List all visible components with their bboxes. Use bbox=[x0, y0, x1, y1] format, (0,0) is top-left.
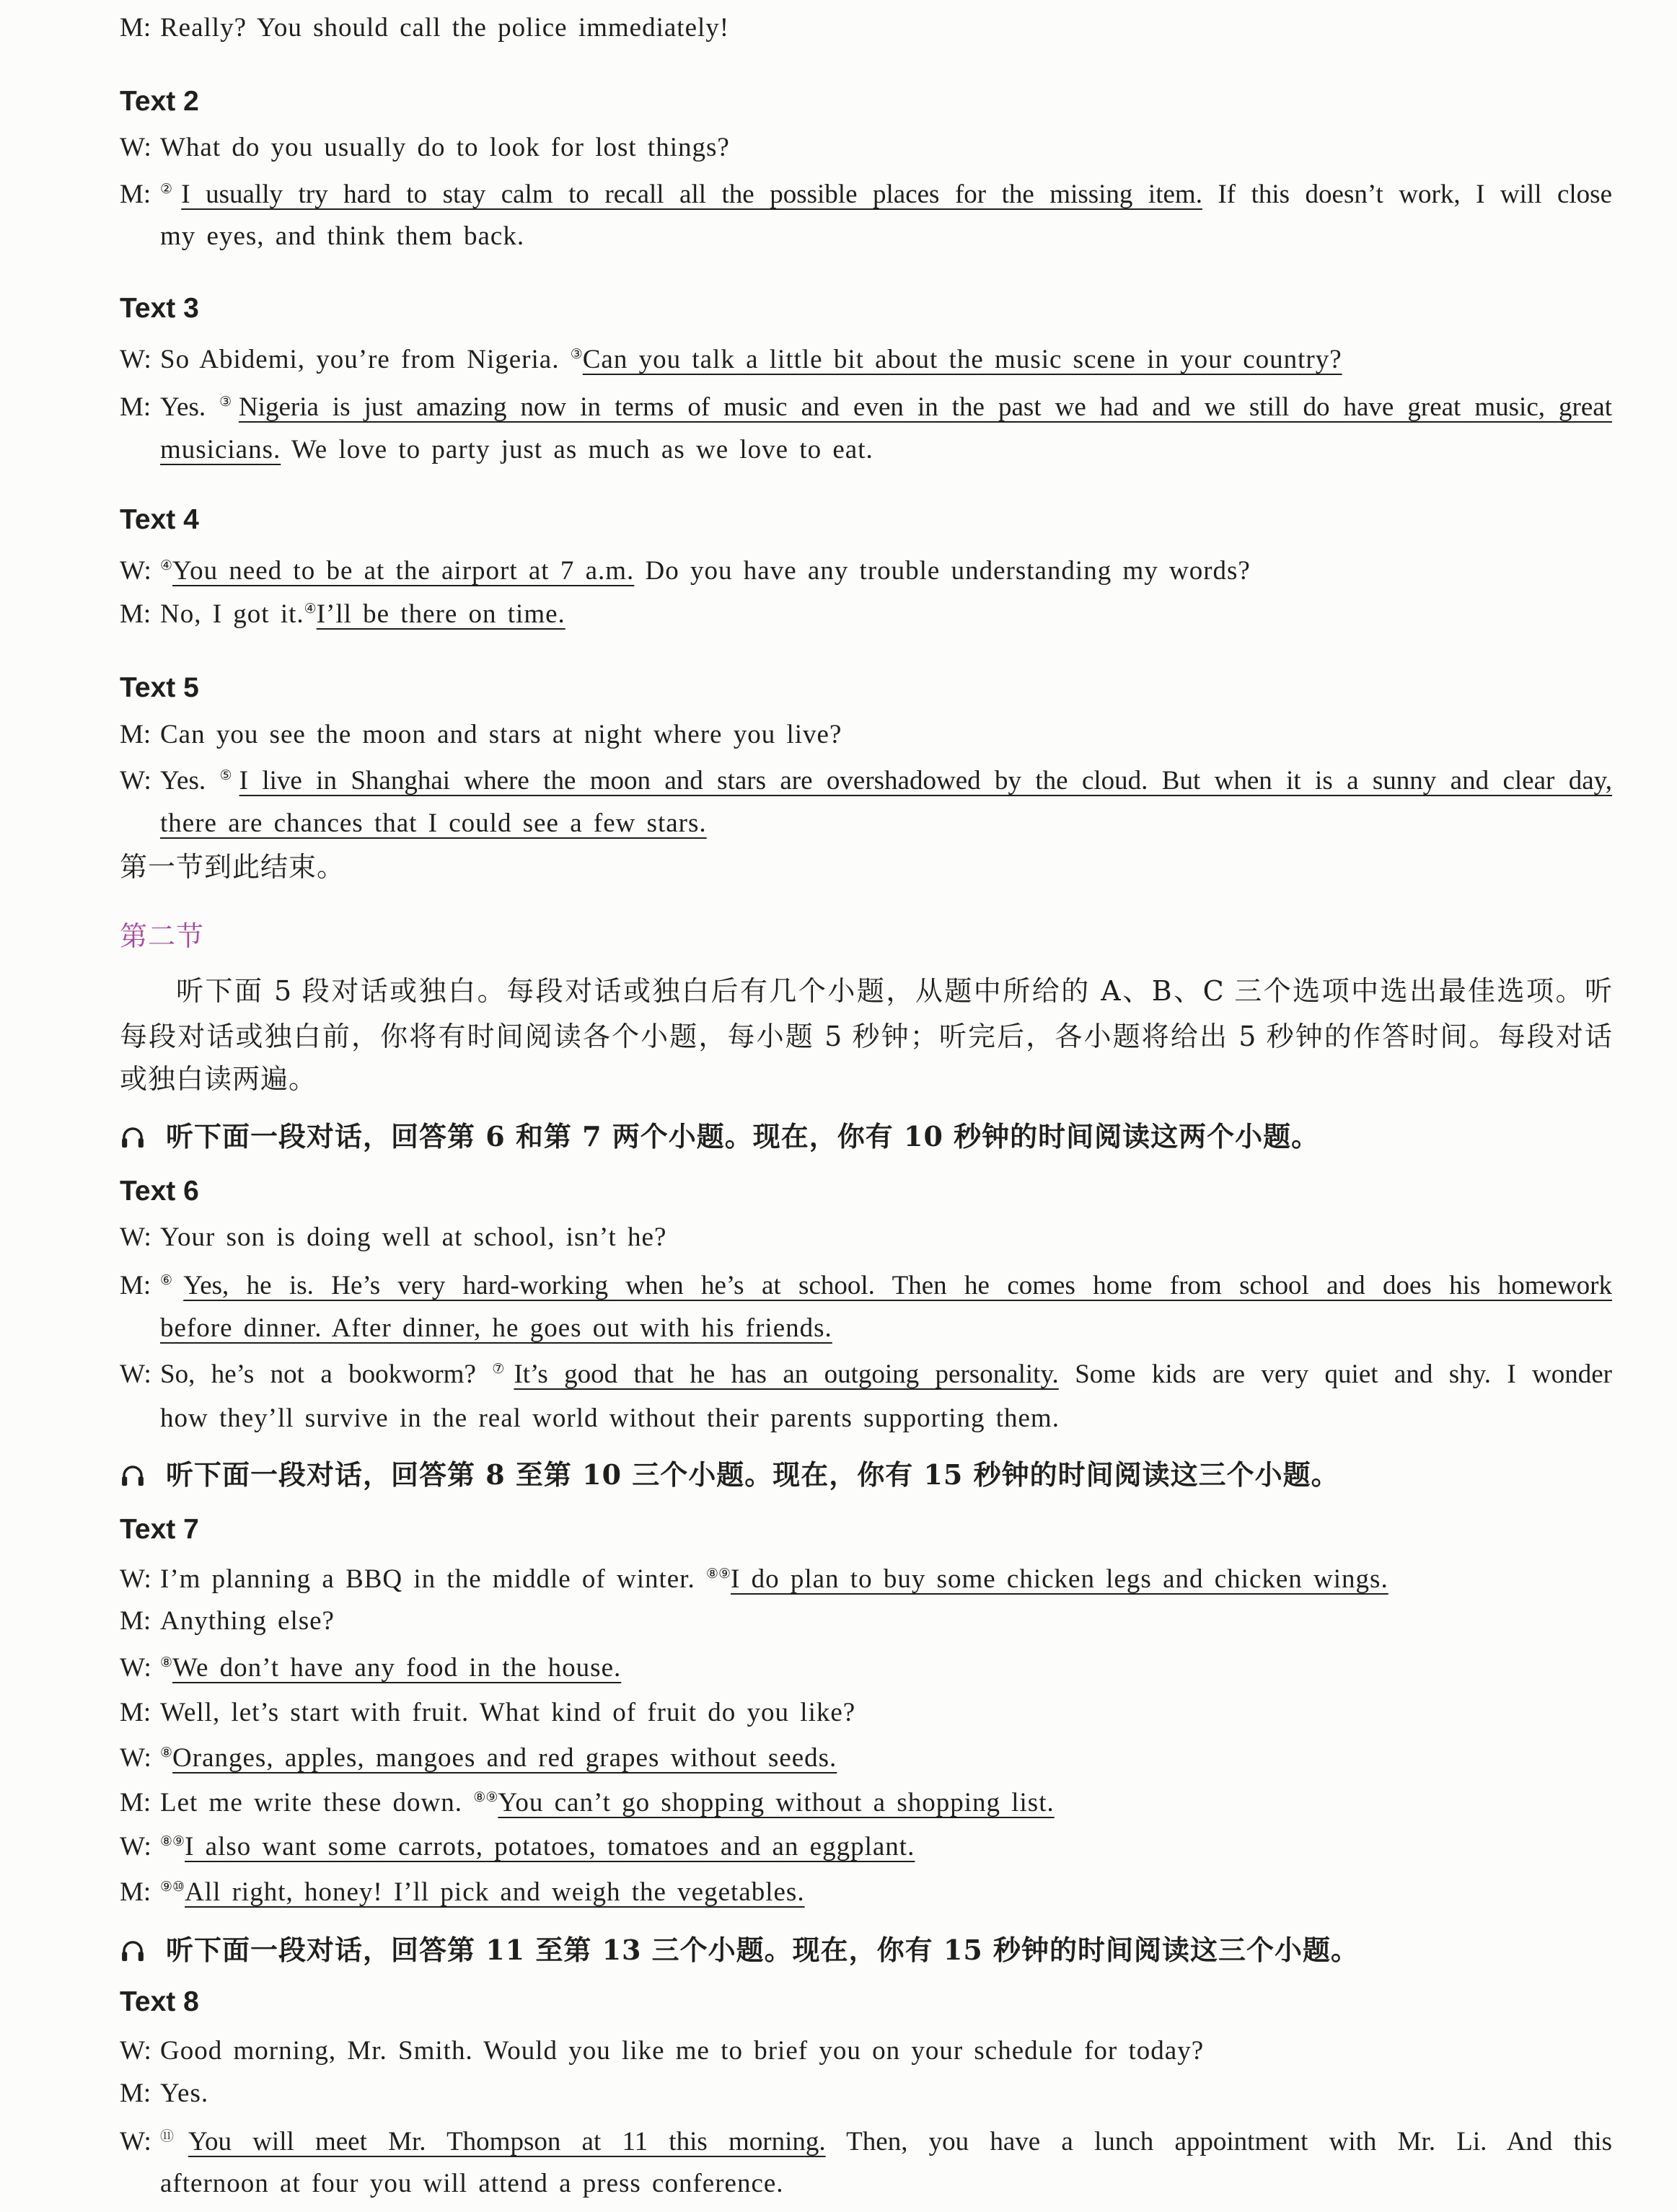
answer-marker: ② bbox=[160, 181, 182, 197]
text-heading: Text 4 bbox=[120, 504, 199, 535]
directions-line bbox=[120, 1016, 1612, 1057]
dialogue-text bbox=[160, 387, 1612, 428]
key-sentence: We don’t have any food in the house. bbox=[172, 1653, 622, 1683]
text-heading: Text 7 bbox=[120, 1514, 199, 1545]
plain-text: Then, you have a lunch appointment with Mr. Li. And this bbox=[825, 2127, 1612, 2156]
speaker-label: M: bbox=[120, 720, 151, 749]
speaker-label: M: bbox=[120, 1606, 151, 1636]
speaker-label: W: bbox=[120, 1564, 151, 1594]
dialogue-text: Really? You should call the police immediately! bbox=[160, 13, 730, 43]
directions-text: 每段对话或独白前，你将有时间阅读各个小题，每小题 5 秒钟；听完后，各小题将给出 5 秒钟的作答时间。每段对话 bbox=[120, 1021, 1612, 1052]
dialogue-line bbox=[120, 1648, 1612, 1688]
answer-marker: ⑦ bbox=[492, 1361, 514, 1377]
dialogue-line bbox=[120, 175, 1612, 215]
key-sentence: You can’t go shopping without a shopping list. bbox=[498, 1788, 1055, 1817]
speaker-label: M: bbox=[120, 180, 151, 209]
section-end-note: 第一节到此结束。 bbox=[120, 851, 345, 883]
key-sentence: Yes, he is. He’s very hard-working when he’s at school. Then he comes home from school and does his homework bbox=[183, 1271, 1612, 1300]
dialogue-continuation bbox=[160, 216, 1612, 257]
text-heading: Text 2 bbox=[120, 86, 199, 117]
dialogue-text bbox=[160, 1827, 1612, 1867]
speaker-label: W: bbox=[120, 1743, 151, 1773]
dialogue-line bbox=[120, 2074, 1612, 2114]
key-sentence: You need to be at the airport at 7 a.m. bbox=[172, 556, 635, 586]
key-sentence: musicians. bbox=[160, 435, 281, 464]
key-sentence: It’s good that he has an outgoing personality. bbox=[514, 1360, 1059, 1389]
answer-marker: ③ bbox=[570, 346, 583, 362]
dialogue-text bbox=[160, 1783, 1612, 1823]
key-sentence: I do plan to buy some chicken legs and chicken wings. bbox=[731, 1564, 1388, 1594]
dialogue-text bbox=[160, 1872, 1612, 1913]
key-sentence: Oranges, apples, mangoes and red grapes without seeds. bbox=[172, 1743, 837, 1773]
dialogue-line bbox=[120, 1827, 1612, 1867]
dialogue-line bbox=[120, 2122, 1612, 2162]
speaker-label: W: bbox=[120, 766, 151, 796]
directions-text: 听下面 5 段对话或独白。每段对话或独白后有几个小题，从题中所给的 A、B、C 三个选项中选出最佳选项。听 bbox=[176, 975, 1612, 1007]
dialogue-line bbox=[120, 594, 1612, 635]
plain-text: Some kids are very quiet and shy. I wonder bbox=[1058, 1360, 1612, 1389]
plain-text: Yes. bbox=[160, 766, 220, 796]
dialogue-text bbox=[160, 1648, 1612, 1688]
plain-text: So, he’s not a bookworm? bbox=[160, 1360, 493, 1389]
key-sentence: Can you talk a little bit about the music scene in your country? bbox=[582, 345, 1342, 374]
dialogue-text: Yes. bbox=[160, 2079, 209, 2108]
dialogue-line bbox=[120, 340, 1612, 380]
plain-text: Let me write these down. bbox=[160, 1788, 474, 1817]
listening-instruction bbox=[120, 1930, 1612, 1970]
directions-line bbox=[120, 971, 1612, 1011]
dialogue-text bbox=[160, 340, 1612, 380]
speaker-label: W: bbox=[120, 2036, 151, 2066]
section-title: 第二节 bbox=[120, 920, 205, 952]
dialogue-continuation bbox=[160, 1308, 1612, 1349]
key-sentence: there are chances that I could see a few stars. bbox=[160, 808, 707, 838]
speaker-label: W: bbox=[120, 1222, 151, 1252]
dialogue-text bbox=[160, 551, 1612, 591]
dialogue-line bbox=[120, 1266, 1612, 1306]
answer-marker: ⑧⑨ bbox=[160, 1833, 185, 1849]
dialogue-text bbox=[160, 1738, 1612, 1779]
dialogue-line bbox=[120, 1559, 1612, 1600]
text-heading: Text 6 bbox=[120, 1176, 199, 1207]
dialogue-line bbox=[120, 387, 1612, 428]
key-sentence: I also want some carrots, potatoes, tomatoes and an eggplant. bbox=[185, 1832, 915, 1861]
dialogue-line bbox=[120, 8, 1612, 48]
instruction-text: 听下面一段对话，回答第 6 和第 7 两个小题。现在，你有 10 秒钟的时间阅读这两个小题。 bbox=[166, 1120, 1320, 1153]
dialogue-text bbox=[160, 1354, 1612, 1395]
headphones-icon bbox=[120, 1939, 146, 1963]
plain-text: So Abidemi, you’re from Nigeria. bbox=[160, 345, 571, 374]
dialogue-line bbox=[120, 1354, 1612, 1395]
dialogue-continuation bbox=[160, 1398, 1612, 1439]
speaker-label: W: bbox=[120, 1360, 151, 1389]
key-sentence: I live in Shanghai where the moon and stars are overshadowed by the cloud. But when it is a sunny and clear day, bbox=[239, 766, 1612, 796]
speaker-label: M: bbox=[120, 599, 151, 629]
key-sentence: Nigeria is just amazing now in terms of music and even in the past we had and we still do have great music, great bbox=[238, 392, 1612, 422]
answer-marker: ④ bbox=[160, 558, 173, 573]
answer-marker: ⑪ bbox=[160, 2128, 188, 2144]
dialogue-text: What do you usually do to look for lost things? bbox=[160, 133, 730, 162]
answer-marker: ③ bbox=[219, 394, 239, 410]
listening-instruction bbox=[120, 1455, 1612, 1495]
dialogue-text bbox=[160, 1559, 1612, 1600]
answer-marker: ④ bbox=[304, 601, 317, 617]
plain-text: my eyes, and think them back. bbox=[160, 221, 525, 251]
speaker-label: W: bbox=[120, 1832, 151, 1861]
speaker-label: M: bbox=[120, 1271, 151, 1300]
dialogue-line bbox=[120, 128, 1612, 168]
dialogue-line bbox=[120, 1601, 1612, 1642]
answer-marker: ⑧⑨ bbox=[473, 1789, 498, 1805]
speaker-label: W: bbox=[120, 556, 151, 586]
headphones-icon bbox=[120, 1463, 146, 1488]
instruction-text: 听下面一段对话，回答第 11 至第 13 三个小题。现在，你有 15 秒钟的时间阅读这三个小题。 bbox=[166, 1934, 1360, 1966]
answer-marker: ⑥ bbox=[160, 1272, 184, 1288]
key-sentence: I usually try hard to stay calm to recall all the possible places for the missing item. bbox=[181, 180, 1202, 209]
dialogue-text: Well, let’s start with fruit. What kind of fruit do you like? bbox=[160, 1698, 856, 1727]
dialogue-line bbox=[120, 715, 1612, 755]
dialogue-continuation bbox=[160, 2164, 1612, 2204]
speaker-label: M: bbox=[120, 2079, 151, 2108]
plain-text: We love to party just as much as we love to eat. bbox=[281, 435, 873, 464]
plain-text: If this doesn’t work, I will close bbox=[1202, 180, 1612, 209]
dialogue-line bbox=[120, 1783, 1612, 1823]
plain-text: how they’ll survive in the real world without their parents supporting them. bbox=[160, 1404, 1060, 1433]
key-sentence: You will meet Mr. Thompson at 11 this morning. bbox=[188, 2127, 826, 2156]
dialogue-continuation bbox=[160, 803, 1612, 844]
dialogue-text: Can you see the moon and stars at night where you live? bbox=[160, 720, 842, 749]
speaker-label: W: bbox=[120, 345, 151, 374]
text-heading: Text 8 bbox=[120, 1986, 199, 2017]
speaker-label: M: bbox=[120, 1698, 151, 1727]
speaker-label: M: bbox=[120, 13, 151, 43]
speaker-label: M: bbox=[120, 392, 151, 422]
plain-text: Yes. bbox=[160, 392, 220, 422]
speaker-label: W: bbox=[120, 2127, 151, 2156]
text-heading: Text 5 bbox=[120, 672, 199, 703]
dialogue-text: Your son is doing well at school, isn’t he? bbox=[160, 1222, 667, 1252]
plain-text: No, I got it. bbox=[160, 599, 304, 629]
plain-text: afternoon at four you will attend a press conference. bbox=[160, 2169, 784, 2198]
dialogue-text bbox=[160, 175, 1612, 215]
speaker-label: W: bbox=[120, 1653, 151, 1683]
answer-marker: ⑧ bbox=[160, 1654, 173, 1670]
plain-text: Do you have any trouble understanding my words? bbox=[634, 556, 1251, 586]
answer-marker: ⑤ bbox=[219, 767, 239, 783]
headphones-icon bbox=[120, 1125, 146, 1150]
plain-text: I’m planning a BBQ in the middle of winter. bbox=[160, 1564, 706, 1594]
dialogue-line bbox=[120, 551, 1612, 591]
dialogue-text bbox=[160, 1266, 1612, 1306]
key-sentence: before dinner. After dinner, he goes out with his friends. bbox=[160, 1313, 832, 1343]
key-sentence: I’ll be there on time. bbox=[316, 599, 565, 629]
key-sentence: All right, honey! I’ll pick and weigh the vegetables. bbox=[185, 1877, 805, 1907]
speaker-label: M: bbox=[120, 1877, 151, 1907]
dialogue-line bbox=[120, 1738, 1612, 1779]
instruction-text: 听下面一段对话，回答第 8 至第 10 三个小题。现在，你有 15 秒钟的时间阅读这三个小题。 bbox=[166, 1458, 1339, 1491]
dialogue-text: Anything else? bbox=[160, 1606, 335, 1636]
answer-marker: ⑨⑩ bbox=[160, 1879, 185, 1895]
answer-marker: ⑧ bbox=[160, 1745, 173, 1761]
directions-text: 或独白读两遍。 bbox=[120, 1063, 317, 1095]
dialogue-text bbox=[160, 761, 1612, 801]
dialogue-line bbox=[120, 1872, 1612, 1913]
dialogue-line bbox=[120, 761, 1612, 801]
dialogue-continuation bbox=[160, 430, 1612, 470]
dialogue-line bbox=[120, 2031, 1612, 2071]
dialogue-text bbox=[160, 594, 1612, 635]
dialogue-text bbox=[160, 2122, 1612, 2162]
text-heading: Text 3 bbox=[120, 293, 199, 324]
speaker-label: M: bbox=[120, 1788, 151, 1817]
answer-marker: ⑧⑨ bbox=[705, 1566, 731, 1582]
speaker-label: W: bbox=[120, 133, 151, 162]
dialogue-line bbox=[120, 1693, 1612, 1733]
dialogue-text: Good morning, Mr. Smith. Would you like me to brief you on your schedule for today? bbox=[160, 2036, 1205, 2066]
listening-instruction bbox=[120, 1116, 1612, 1157]
dialogue-line bbox=[120, 1217, 1612, 1258]
directions-line bbox=[120, 1059, 1612, 1099]
